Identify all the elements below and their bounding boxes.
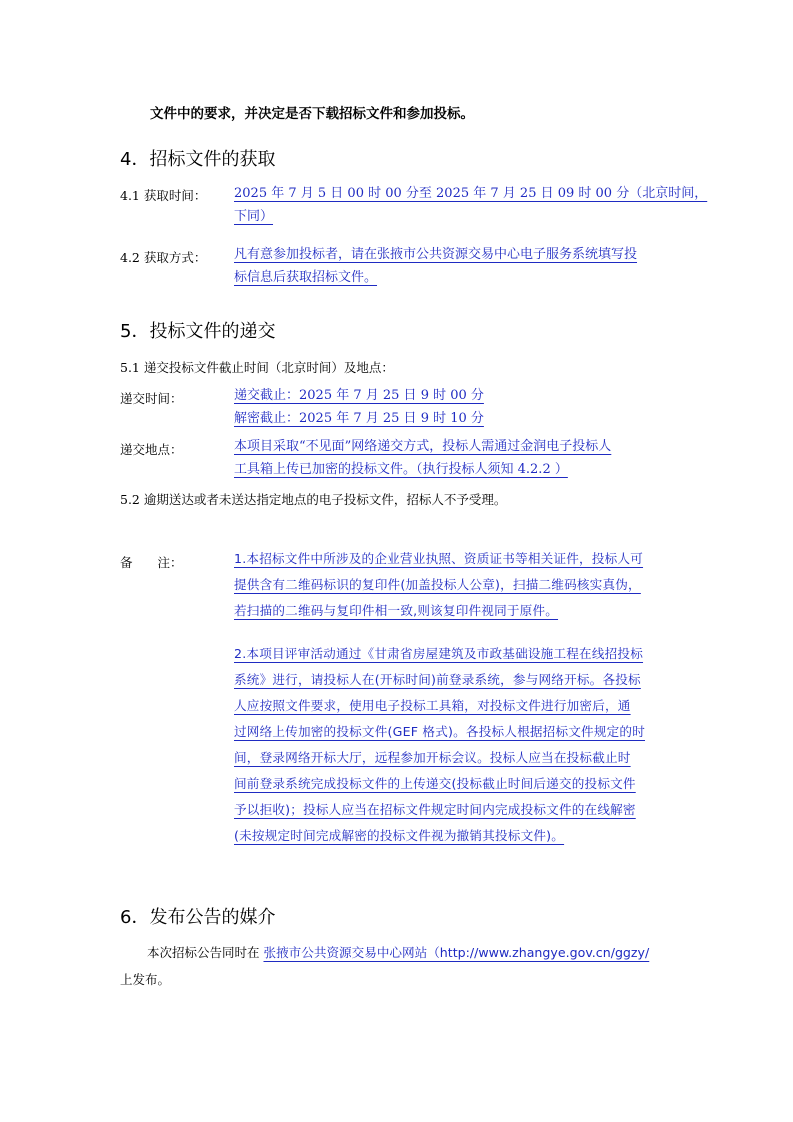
section-5-heading: 5．投标文件的递交 <box>120 321 276 342</box>
submit-place-line-1: 本项目采取“不见面”网络递交方式，投标人需通过金润电子投标人 <box>234 439 612 454</box>
late-note: 5.2 逾期送达或者未送达指定地点的电子投标文件，招标人不予受理。 <box>120 492 507 507</box>
acquire-method-line-2: 标信息后获取招标文件。 <box>234 270 378 285</box>
note-2-line-1: 2.本项目评审活动通过《甘肃省房屋建筑及市政基础设施工程在线招投标 <box>234 646 644 661</box>
remarks-label: 备 注： <box>120 555 183 570</box>
acquire-time-label: 4.1 获取时间： <box>120 188 207 203</box>
submit-place-label: 递交地点： <box>120 442 183 457</box>
note-1-line-2: 提供含有二维码标识的复印件(加盖投标人公章)，扫描二维码核实真伪， <box>234 577 641 592</box>
acquire-time-line-1: 2025 年 7 月 5 日 00 时 00 分至 2025 年 7 月 25 日 09 时 00 分（北京时间， <box>234 186 708 201</box>
note-2-line-4: 过网络上传加密的投标文件(GEF 格式)。各投标人根据招标文件规定的时 <box>234 724 646 739</box>
note-2-line-7: 予以拒收)；投标人应当在招标文件规定时间内完成投标文件的在线解密 <box>234 802 636 817</box>
acquire-time-value <box>234 182 708 228</box>
deadline-intro: 5.1 递交投标文件截止时间（北京时间）及地点： <box>120 360 394 375</box>
publish-website-link[interactable]: 张掖市公共资源交易中心网站（http://www.zhangye.gov.cn/ggzy/ <box>263 945 650 960</box>
submit-place-line-2: 工具箱上传已加密的投标文件。（执行投标人须知 4.2.2 ） <box>234 462 568 477</box>
submit-deadline: 递交截止：2025 年 7 月 25 日 9 时 00 分 <box>234 388 484 403</box>
acquire-method-label: 4.2 获取方式： <box>120 250 207 265</box>
submit-place-value <box>234 435 674 481</box>
note-1-line-1: 1.本招标文件中所涉及的企业营业执照、资质证书等相关证件，投标人可 <box>234 551 644 566</box>
acquire-time-line-2: 下同） <box>234 209 274 224</box>
remarks-note-2 <box>234 641 674 849</box>
submit-time-value <box>234 384 674 430</box>
note-1-line-3: 若扫描的二维码与复印件相一致,则该复印件视同于原件。 <box>234 603 559 618</box>
note-2-line-6: 间前登录系统完成投标文件的上传递交(投标截止时间后递交的投标文件 <box>234 776 636 791</box>
publish-text-before: 本次招标公告同时在 <box>147 945 264 960</box>
acquire-method-line-1: 凡有意参加投标者，请在张掖市公共资源交易中心电子服务系统填写投 <box>234 247 638 262</box>
note-2-line-8: (未按规定时间完成解密的投标文件视为撤销其投标文件)。 <box>234 828 565 843</box>
note-2-line-3: 人应按照文件要求，使用电子投标工具箱，对投标文件进行加密后，通 <box>234 698 631 713</box>
note-2-line-2: 系统》进行，请投标人在(开标时间)前登录系统，参与网络开标。各投标 <box>234 672 641 687</box>
submit-time-label: 递交时间： <box>120 391 183 406</box>
acquire-method-value <box>234 243 674 289</box>
section-6-heading: 6．发布公告的媒介 <box>120 907 276 928</box>
note-2-line-5: 间，登录网络开标大厅，远程参加开标会议。投标人应当在投标截止时 <box>234 750 631 765</box>
publish-text <box>147 942 649 961</box>
remarks-note-1 <box>234 546 674 624</box>
intro-text: 文件中的要求，并决定是否下载招标文件和参加投标。 <box>150 106 474 122</box>
decrypt-deadline: 解密截止：2025 年 7 月 25 日 9 时 10 分 <box>234 411 484 426</box>
publish-text-after: 上发布。 <box>120 972 171 987</box>
section-4-heading: 4．招标文件的获取 <box>120 149 276 170</box>
